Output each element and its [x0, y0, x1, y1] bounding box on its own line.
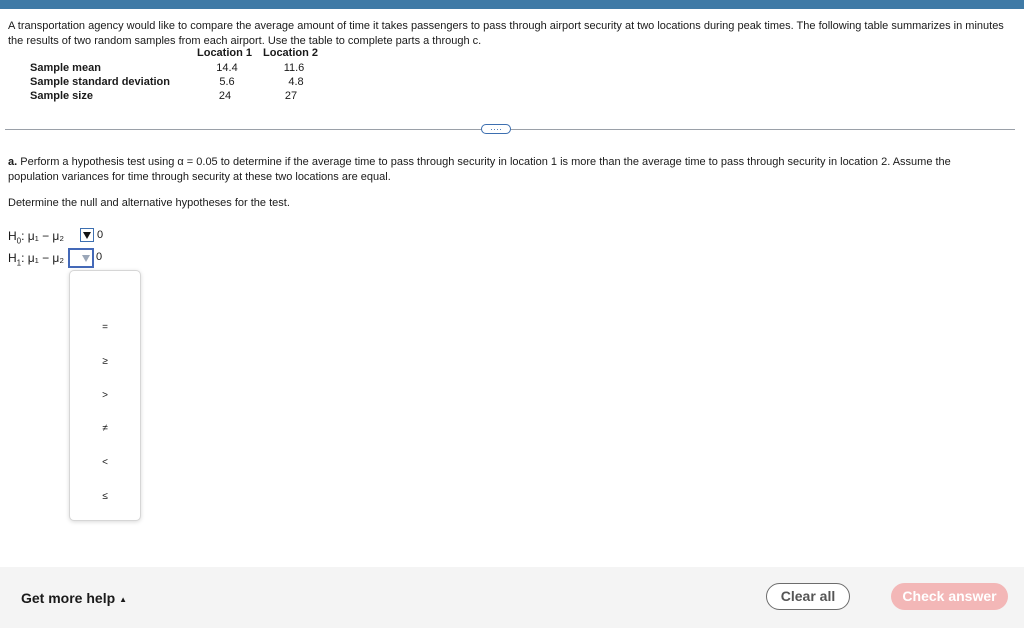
- option-greater[interactable]: >: [102, 390, 108, 401]
- h1-symbol: H: [8, 251, 17, 265]
- footer-bar: [0, 567, 1024, 628]
- h0-expression: : μ₁ − μ₂: [21, 229, 65, 243]
- problem-statement: A transportation agency would like to compare the average amount of time it takes passengers to pass through airport security at two locations during peak times. The following table summarizes in minutes the results of two random samples from each airport. Use the table to complete parts a through c.: [8, 20, 1004, 47]
- column-header-location-2: Location 2: [263, 47, 319, 59]
- null-hypothesis: [8, 229, 64, 245]
- option-less-equal[interactable]: ≤: [102, 491, 108, 502]
- cell-size-location-1: 24: [218, 90, 232, 102]
- dropdown-arrow-icon: [82, 255, 90, 262]
- cell-size-location-2: 27: [284, 90, 298, 102]
- expand-ellipsis-button[interactable]: ····: [481, 124, 511, 134]
- h0-subscript: 0: [16, 236, 22, 246]
- get-more-help-button[interactable]: [21, 590, 127, 606]
- cell-mean-location-2: 11.6: [283, 62, 305, 74]
- h0-relation-select[interactable]: [80, 228, 94, 242]
- option-not-equal[interactable]: ≠: [102, 423, 108, 434]
- h0-rhs-value: 0: [97, 229, 104, 241]
- option-less[interactable]: <: [102, 457, 108, 468]
- h1-subscript: 1: [16, 258, 22, 268]
- row-label-sample-sd: Sample standard deviation: [30, 76, 170, 88]
- cell-sd-location-1: 5.6: [219, 76, 235, 88]
- part-a-text: Perform a hypothesis test using α = 0.05 to determine if the average time to pass through security in location 1 is more than the average time to pass through security in location 2. Assume the population variances for time through security at these two locations are equal.: [8, 156, 951, 183]
- part-a-label: a.: [8, 156, 18, 168]
- dropdown-arrow-icon: [83, 232, 91, 239]
- column-header-location-1: Location 1: [197, 47, 253, 59]
- cell-sd-location-2: 4.8: [288, 76, 304, 88]
- h1-rhs-value: 0: [96, 251, 103, 263]
- option-greater-equal[interactable]: ≥: [102, 356, 108, 367]
- part-a-question: [8, 155, 998, 185]
- row-label-sample-mean: Sample mean: [30, 62, 101, 74]
- cell-mean-location-1: 14.4: [216, 62, 238, 74]
- get-more-help-label: Get more help: [21, 590, 116, 606]
- h0-symbol: H: [8, 229, 17, 243]
- top-accent-bar: [0, 0, 1024, 9]
- h1-relation-select[interactable]: [68, 248, 94, 268]
- row-label-sample-size: Sample size: [30, 90, 93, 102]
- alternative-hypothesis: [8, 251, 64, 267]
- caret-up-icon: ▲: [119, 594, 128, 604]
- relation-dropdown-menu: [69, 270, 141, 521]
- determine-hypotheses-instruction: Determine the null and alternative hypotheses for the test.: [8, 197, 290, 209]
- clear-all-button[interactable]: Clear all: [766, 583, 850, 610]
- option-equal[interactable]: =: [102, 322, 108, 333]
- check-answer-button[interactable]: Check answer: [891, 583, 1008, 610]
- h1-expression: : μ₁ − μ₂: [21, 251, 65, 265]
